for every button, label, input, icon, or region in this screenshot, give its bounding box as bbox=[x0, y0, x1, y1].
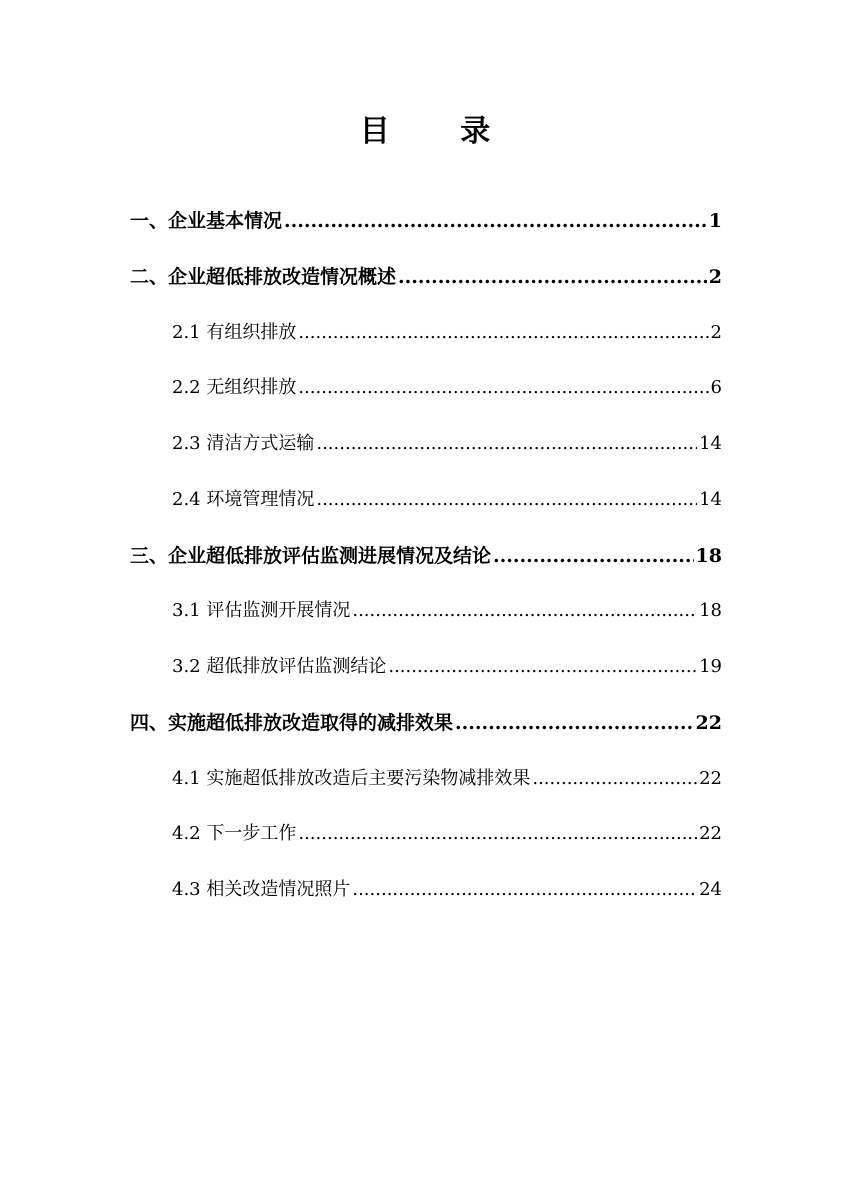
toc-dot-leader bbox=[398, 263, 707, 291]
toc-entry-text: 3.2 超低排放评估监测结论 bbox=[172, 656, 387, 677]
toc-dot-leader bbox=[316, 486, 697, 514]
toc-entry-text: 3.1 评估监测开展情况 bbox=[172, 600, 351, 621]
toc-entry-text: 2.4 环境管理情况 bbox=[172, 489, 315, 510]
toc-page-number: 1 bbox=[708, 210, 722, 232]
toc-entry-3-1[interactable] bbox=[172, 597, 722, 625]
toc-entry-4-2[interactable] bbox=[172, 820, 722, 848]
toc-page-number: 18 bbox=[695, 545, 722, 567]
toc-entry-4-3[interactable] bbox=[172, 876, 722, 904]
toc-entry-1[interactable] bbox=[130, 207, 722, 235]
toc-page-number: 22 bbox=[695, 712, 722, 734]
toc-entry-text: 4.1 实施超低排放改造后主要污染物减排效果 bbox=[172, 768, 531, 789]
toc-page-number: 14 bbox=[699, 489, 722, 510]
toc-dot-leader bbox=[493, 542, 694, 570]
toc-entry-4-1[interactable] bbox=[172, 765, 722, 793]
toc-entry-2-4[interactable] bbox=[172, 486, 722, 514]
toc-page-number: 18 bbox=[699, 600, 722, 621]
toc-entry-text: 二、企业超低排放改造情况概述 bbox=[130, 266, 397, 288]
toc-page-number: 6 bbox=[710, 377, 722, 398]
toc-entry-2-2[interactable] bbox=[172, 374, 722, 402]
toc-page-number: 19 bbox=[699, 656, 722, 677]
toc-entry-text: 2.2 无组织排放 bbox=[172, 377, 297, 398]
toc-entry-text: 2.1 有组织排放 bbox=[172, 322, 297, 343]
toc-page-number: 2 bbox=[710, 322, 722, 343]
toc-entry-3-2[interactable] bbox=[172, 653, 722, 681]
toc-dot-leader bbox=[532, 765, 697, 793]
toc-dot-leader bbox=[298, 374, 708, 402]
toc-dot-leader bbox=[298, 319, 708, 347]
toc-dot-leader bbox=[316, 430, 697, 458]
toc-dot-leader bbox=[352, 597, 697, 625]
toc-entry-text: 2.3 清洁方式运输 bbox=[172, 433, 315, 454]
toc-dot-leader bbox=[388, 653, 697, 681]
toc-dot-leader bbox=[284, 207, 707, 235]
toc-page-number: 22 bbox=[699, 768, 722, 789]
toc-entry-2[interactable] bbox=[130, 263, 722, 291]
toc-page-number: 14 bbox=[699, 433, 722, 454]
toc-entry-2-3[interactable] bbox=[172, 430, 722, 458]
toc-entry-text: 四、实施超低排放改造取得的减排效果 bbox=[130, 712, 454, 734]
toc-entry-text: 三、企业超低排放评估监测进展情况及结论 bbox=[130, 545, 492, 567]
toc-entry-4[interactable] bbox=[130, 709, 722, 737]
toc-page-number: 2 bbox=[708, 266, 722, 288]
toc-entry-text: 一、企业基本情况 bbox=[130, 210, 283, 232]
toc-dot-leader bbox=[352, 876, 697, 904]
page-title: 目 录 bbox=[359, 114, 521, 149]
toc-page-number: 22 bbox=[699, 823, 722, 844]
toc-dot-leader bbox=[455, 709, 694, 737]
toc-entry-3[interactable] bbox=[130, 542, 722, 570]
toc-page-number: 24 bbox=[699, 879, 722, 900]
toc-entry-text: 4.2 下一步工作 bbox=[172, 823, 297, 844]
toc-entry-text: 4.3 相关改造情况照片 bbox=[172, 879, 351, 900]
toc-dot-leader bbox=[298, 820, 697, 848]
toc-entry-2-1[interactable] bbox=[172, 319, 722, 347]
